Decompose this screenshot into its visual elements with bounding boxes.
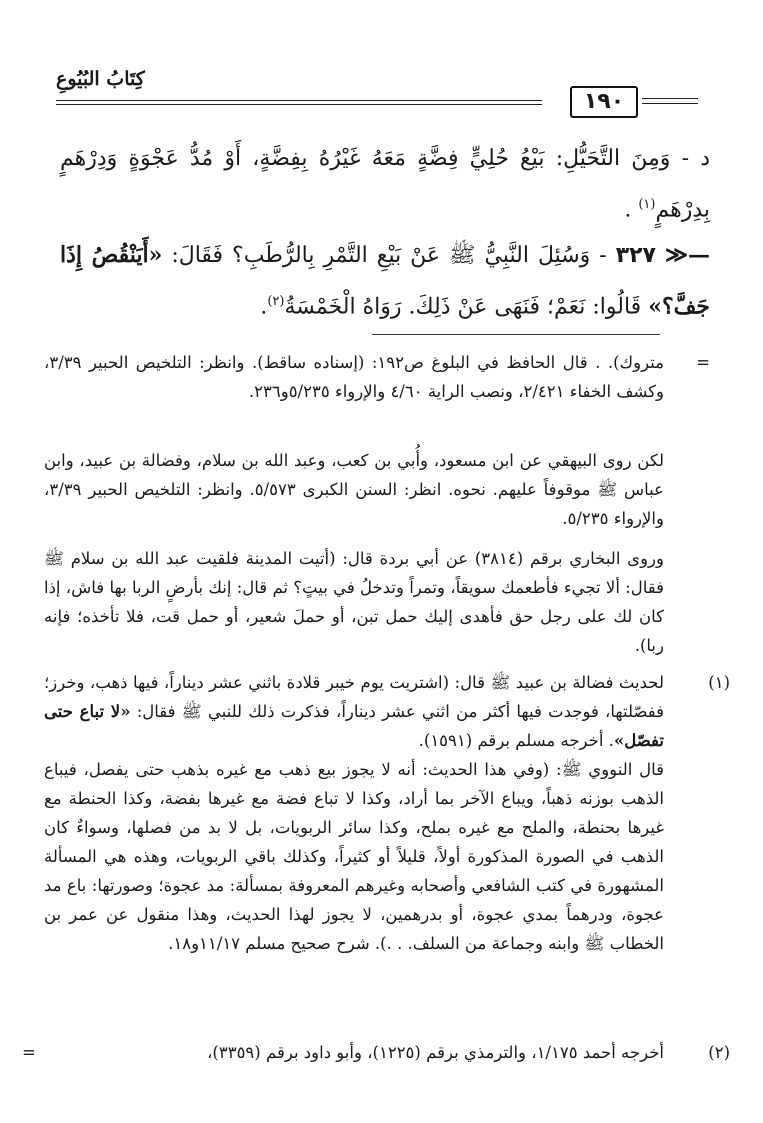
footnote-text: لكن روى البيهقي عن ابن مسعود، وأُبي بن كعب، وعبد الله بن سلام، وفضالة بن عبيد، وابن عباس ﷺ موقوفاً عليهم. نحوه. انظر: السنن الكبرى ٥/٥٧٣. وانظر: التلخيص الحبير ٣/٣٩، والإرواء ٥/٢٣٥. [44,451,664,528]
footnote-text: متروك). . قال الحافظ في البلوغ ص١٩٢: (إسناده ساقط). وانظر: التلخيص الحبير ٣/٣٩، وكشف الخفاء ٢/٤٢١، ونصب الراية ٤/٦٠ والإرواء ٥/٢٣٥و٢٣٦. [44,353,664,401]
footnote-separator [372,334,660,335]
hadith-text-b: قَالُوا: نَعَمْ؛ فَنَهَى عَنْ ذَلِكَ. رَوَاهُ الْخَمْسَةُ [284,294,642,320]
hadith-number: ٣٢٧ [615,243,656,268]
continuation-mark: = [696,353,710,372]
footnote-continuation-para-3 [44,544,664,660]
footnote-1-marker: (١) [708,673,730,692]
footnote-1-text-b: . أخرجه مسلم برقم (١٥٩١). [418,731,614,750]
page-number-rule-double [642,103,698,104]
hadith-paragraph [60,232,710,330]
hadith-text-a: - وَسُئِلَ النَّبِيُّ ﷺ عَنْ بَيْعِ التَّمْرِ بِالرُّطَبِ؟ فَقَالَ: [171,243,607,268]
hadith-quote: «أَيَنْقُصُ إِذَا جَفَّ؟» [60,242,710,320]
hadith-end: . [260,294,268,320]
main-paragraph-d [60,136,710,233]
page-number-rule [642,98,698,99]
header-rule [56,100,542,101]
page-number: ١٩٠ [570,86,638,118]
footnote-1-quote: «لا تباع حتى تفصّل» [44,702,664,750]
footnote-continuation-para-1 [44,348,664,406]
paragraph-d-text: د - وَمِنَ التَّحَيُّلِ: بَيْعُ حُلِيٍّ فِضَّةٍ مَعَهُ غَيْرُهُ بِفِضَّةٍ، أَوْ مُدُّ عَجْوَةٍ وَدِرْهَمٍ بِدِرْهَمٍ [60,146,710,223]
footnote-2-text: أخرجه أحمد ١/١٧٥، والترمذي برقم (١٢٢٥)، وأبو داود برقم (٣٣٥٩)، [207,1043,664,1062]
footnote-2 [44,1038,664,1067]
footnote-1-para-1 [44,668,664,755]
footnote-ref-2: (٢) [267,294,285,309]
header-rule-double [56,104,542,105]
footnote-1 [44,668,664,958]
footnote-text: وروى البخاري برقم (٣٨١٤) عن أبي بردة قال: (أتيت المدينة فلقيت عبد الله بن سلام ﷺ فقال: ألا تجيء فأطعمك سويقاً، وتمراً وتدخلُ في بيتٍ؟ ثم قال: إنك بأرضٍ الربا بها فاش، إذا كان لك على رجل حق فأهدى إليك حمل تبن، أو حملَ شعير، أو حمل قت، فلا تأخذه؛ فإنه ربا). [44,549,664,655]
hadith-marker-icon: —≪ [664,242,710,268]
page-number-ornament [560,86,710,118]
footnote-continuation-para-2 [44,446,664,533]
footnote-1-text-a: لحديث فضالة بن عبيد ﷺ قال: (اشتريت يوم خيبر قلادة باثني عشر ديناراً، فيها ذهب، وخرز؛ ففصّلتها، فوجدت فيها أكثر من اثني عشر ديناراً، فذكرت ذلك للنبي ﷺ فقال: [44,673,665,721]
footnote-ref-1: (١) [638,197,656,212]
footnote-1-para-2: قال النووي ﷺ: (وفي هذا الحديث: أنه لا يجوز بيع ذهب مع غيره بذهب حتى يفصل، فيباع الذهب بوزنه ذهباً، ويباع الآخر بما أراد، وكذا لا تباع فضة مع غيرها بفضة، وكذا الحنطة مع غيرها بحنطة، والملح مع غيره بملح، وكذا سائر الربويات، بل لا بد من فصلها، وسواءٌ كان الذهب في الصورة المذكورة أولاً، قليلاً أو كثيراً، وكذلك باقي الربويات، وهذه هي المسألة المشهورة في كتب الشافعي وأصحابه وغيرهم المعروفة بمسألة: مد عجوة؛ وصورتها: باع مد عجوة، ودرهماً بمدي عجوة، أو بدرهمين، لا يجوز لهذا الحديث، وهذا منقول عن عمر بن الخطاب ﷺ وابنه وجماعة من السلف. . .). شرح صحيح مسلم ١١/١٧و١٨. [44,760,664,953]
footnote-2-continuation-mark: = [22,1043,36,1062]
paragraph-d-end: . [624,197,632,223]
running-header-book-title: كِتَابُ البُيُوعِ [56,68,145,90]
footnote-2-marker: (٢) [708,1043,730,1062]
